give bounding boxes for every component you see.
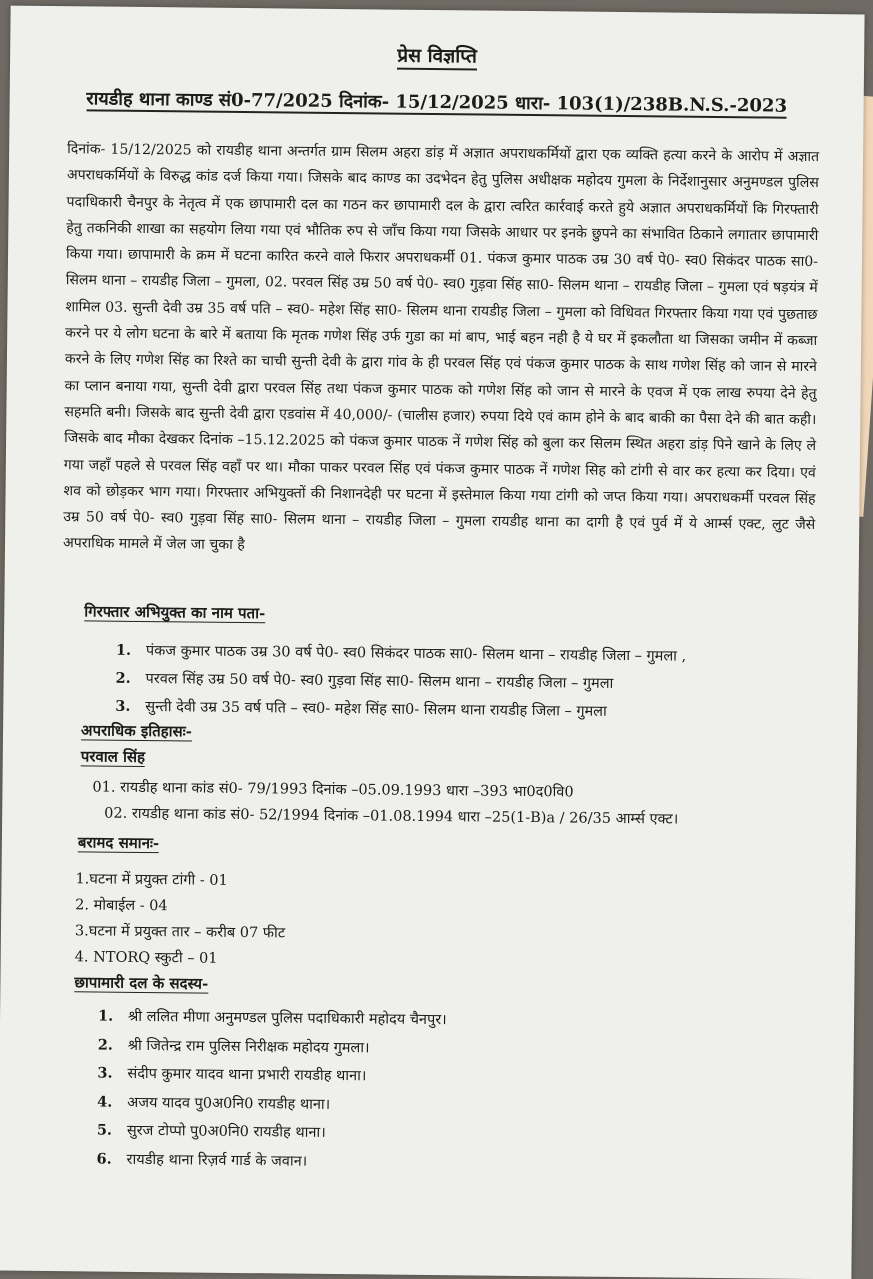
recovered-item-3: 3.घटना में प्रयुक्त तार – करीब 07 फीट (74, 923, 286, 942)
arrested-heading: गिरफ्तार अभियुक्त का नाम पता- (84, 602, 266, 623)
list-item: 6. रायडीह थाना रिज़र्व गार्ड के जवान। (96, 1150, 308, 1170)
list-item: 5. सुरज टोप्पो पु0अ0नि0 रायडीह थाना। (96, 1121, 326, 1141)
raid-team-heading: छापामारी दल के सदस्य- (74, 973, 209, 993)
recovered-item-1: 1.घटना में प्रयुक्त टांगी - 01 (75, 871, 228, 889)
list-item: 2. परवल सिंह उम्र 50 वर्ष पे0- स्व0 गुड़वा सिंह सा0- सिलम थाना – रायडीह जिला – गुमला (115, 669, 614, 692)
list-item: 2. श्री जितेन्द्र राम पुलिस निरीक्षक महोदय गुमला। (97, 1036, 370, 1056)
list-item: 1. पंकज कुमार पाठक उम्र 30 वर्ष पे0- स्व0 सिकंदर पाठक सा0- सिलम थाना – रायडीह जिला – गुमला , (115, 641, 687, 665)
arrested-list (115, 637, 816, 728)
criminal-history-heading: अपराधिक इतिहासः- (80, 721, 193, 741)
recovered-item-2: 2. मोबाईल - 04 (75, 897, 168, 915)
history-case-1: 01. रायडीह थाना कांड सं0- 79/1993 दिनांक –05.09.1993 धारा –393 भा0द0वि0 (92, 779, 574, 801)
list-item: 4. अजय यादव पु0अ0नि0 रायडीह थाना। (97, 1093, 331, 1113)
history-person-name: परवाल सिंह (80, 747, 146, 767)
recovered-item-4: 4. NTORQ स्कुटी – 01 (74, 949, 218, 967)
recovered-heading: बरामद समानः- (77, 833, 160, 853)
history-case-2: 02. रायडीह थाना कांड सं0- 52/1994 दिनांक –01.08.1994 धारा –25(1-B)a / 26/35 आर्म्स एक्ट। (104, 805, 679, 828)
page-title: प्रेस विज्ञप्ति (10, 38, 864, 73)
list-item: 3. संदीप कुमार यादव थाना प्रभारी रायडीह थाना। (97, 1064, 367, 1085)
body-paragraph: दिनांक- 15/12/2025 को रायडीह थाना अन्तर्गत ग्राम सिलम अहरा डांड़ में अज्ञात अपराधकर्मियों द्वारा एक व्यक्ति हत्या करने के आरोप में अज्ञात अपराधकर्मियों के विरुद्ध कांड दर्ज किया गया। जिसके बाद काण्ड का उदभेदन हेतु पुलिस अधीक्षक महोदय गुमला के निर्देशानुसार अनुमण्डल पुलिस पदाधिकारी चैनपुर के नेतृत्व में एक छापामारी दल का गठन कर छापामारी दल के द्वारा त्वरित कार्रवाई करते हुये अज्ञात अपराधकर्मियों कि गिरफ्तारी हेतु तकनिकी शाखा का सहयोग लिया गया एवं भौतिक रुप से जाँच किया गया जिसके आधार पर इनके छुपने का संभावित ठिकाने लगातार छापामारी किया गया। छापामारी के क्रम में घटना कारित करने वाले फिरार अपराधकर्मी 01. पंकज कुमार पाठक उम्र 30 वर्ष पे0- स्व0 सिकंदर पाठक सा0- सिलम थाना – रायडीह जिला – गुमला, 02. परवल सिंह उम्र 50 वर्ष पे0- स्व0 गुड़वा सिंह सा0- सिलम थाना – रायडीह जिला – गुमला एवं षड़यंत्र में शामिल 03. सुन्ती देवी उम्र 35 वर्ष पति – स्व0- महेश सिंह सा0- सिलम थाना रायडीह जिला – गुमला को विधिवत गिरफ्तार किया गया एवं पुछताछ करने पर ये लोग घटना के बारे में बताया कि मृतक गणेश सिंह उर्फ गुडा का मां बाप, भाई बहन नही है ये घर में इकलौता था जिसका जमीन में कब्जा करने के लिए गणेश सिंह का रिश्ते का चाची सुन्ती देवी के द्वारा गांव के ही परवल सिंह एवं पंकज कुमार पाठक के साथ गणेश सिंह को जान से मारने का प्लान बनाया गया, सुन्ती देवी द्वारा परवल सिंह तथा पंकज कुमार पाठक को गणेश सिंह को जान से मारने के एवज में एक लाख रुपया देने हेतु सहमति बनी। जिसके बाद सुन्ती देवी द्वारा एडवांस में 40,000/- (चालीस हजार) रुपया दिये एवं काम होने के बाद बाकी का पैसा देने की बात कही। जिसके बाद मौका देखकर दिनांक –15.12.2025 को पंकज कुमार पाठक नें गणेश सिंह को बुला कर सिलम स्थित अहरा डांड़ पिने खाने के लिए ले गया जहाँ पहले से परवल सिंह वहाँ पर था। मौका पाकर परवल सिंह एवं पंकज कुमार पाठक नें गणेश सिह को टांगी से वार कर हत्या कर दिया। एवं शव को छोड़कर भाग गया। गिरफ्तार अभियुक्तों की निशानदेही पर घटना में इस्तेमाल किया गया टांगी को जप्त किया गया। अपराधकर्मी परवल सिंह उम्र 50 वर्ष पे0- स्व0 गुड़वा सिंह सा0- सिलम थाना – रायडीह जिला – गुमला रायडीह थाना का दागी है एवं पुर्व में ये आर्म्स एक्ट, लुट जैसे अपराधिक मामले में जेल जा चुका है (62, 141, 820, 554)
list-item: 3. सुन्ती देवी उम्र 35 वर्ष पति – स्व0- महेश सिंह सा0- सिलम थाना रायडीह जिला – गुमला (115, 697, 607, 720)
case-subtitle: रायडीह थाना काण्ड सं0-77/2025 दिनांक- 15/12/2025 धारा- 103(1)/238B.N.S.-2023 (86, 88, 788, 117)
list-item: 1. श्री ललित मीणा अनुमण्डल पुलिस पदाधिकारी महोदय चैनपुर। (97, 1007, 447, 1029)
raid-team-list (96, 1003, 798, 1181)
press-release-page (0, 6, 865, 1279)
